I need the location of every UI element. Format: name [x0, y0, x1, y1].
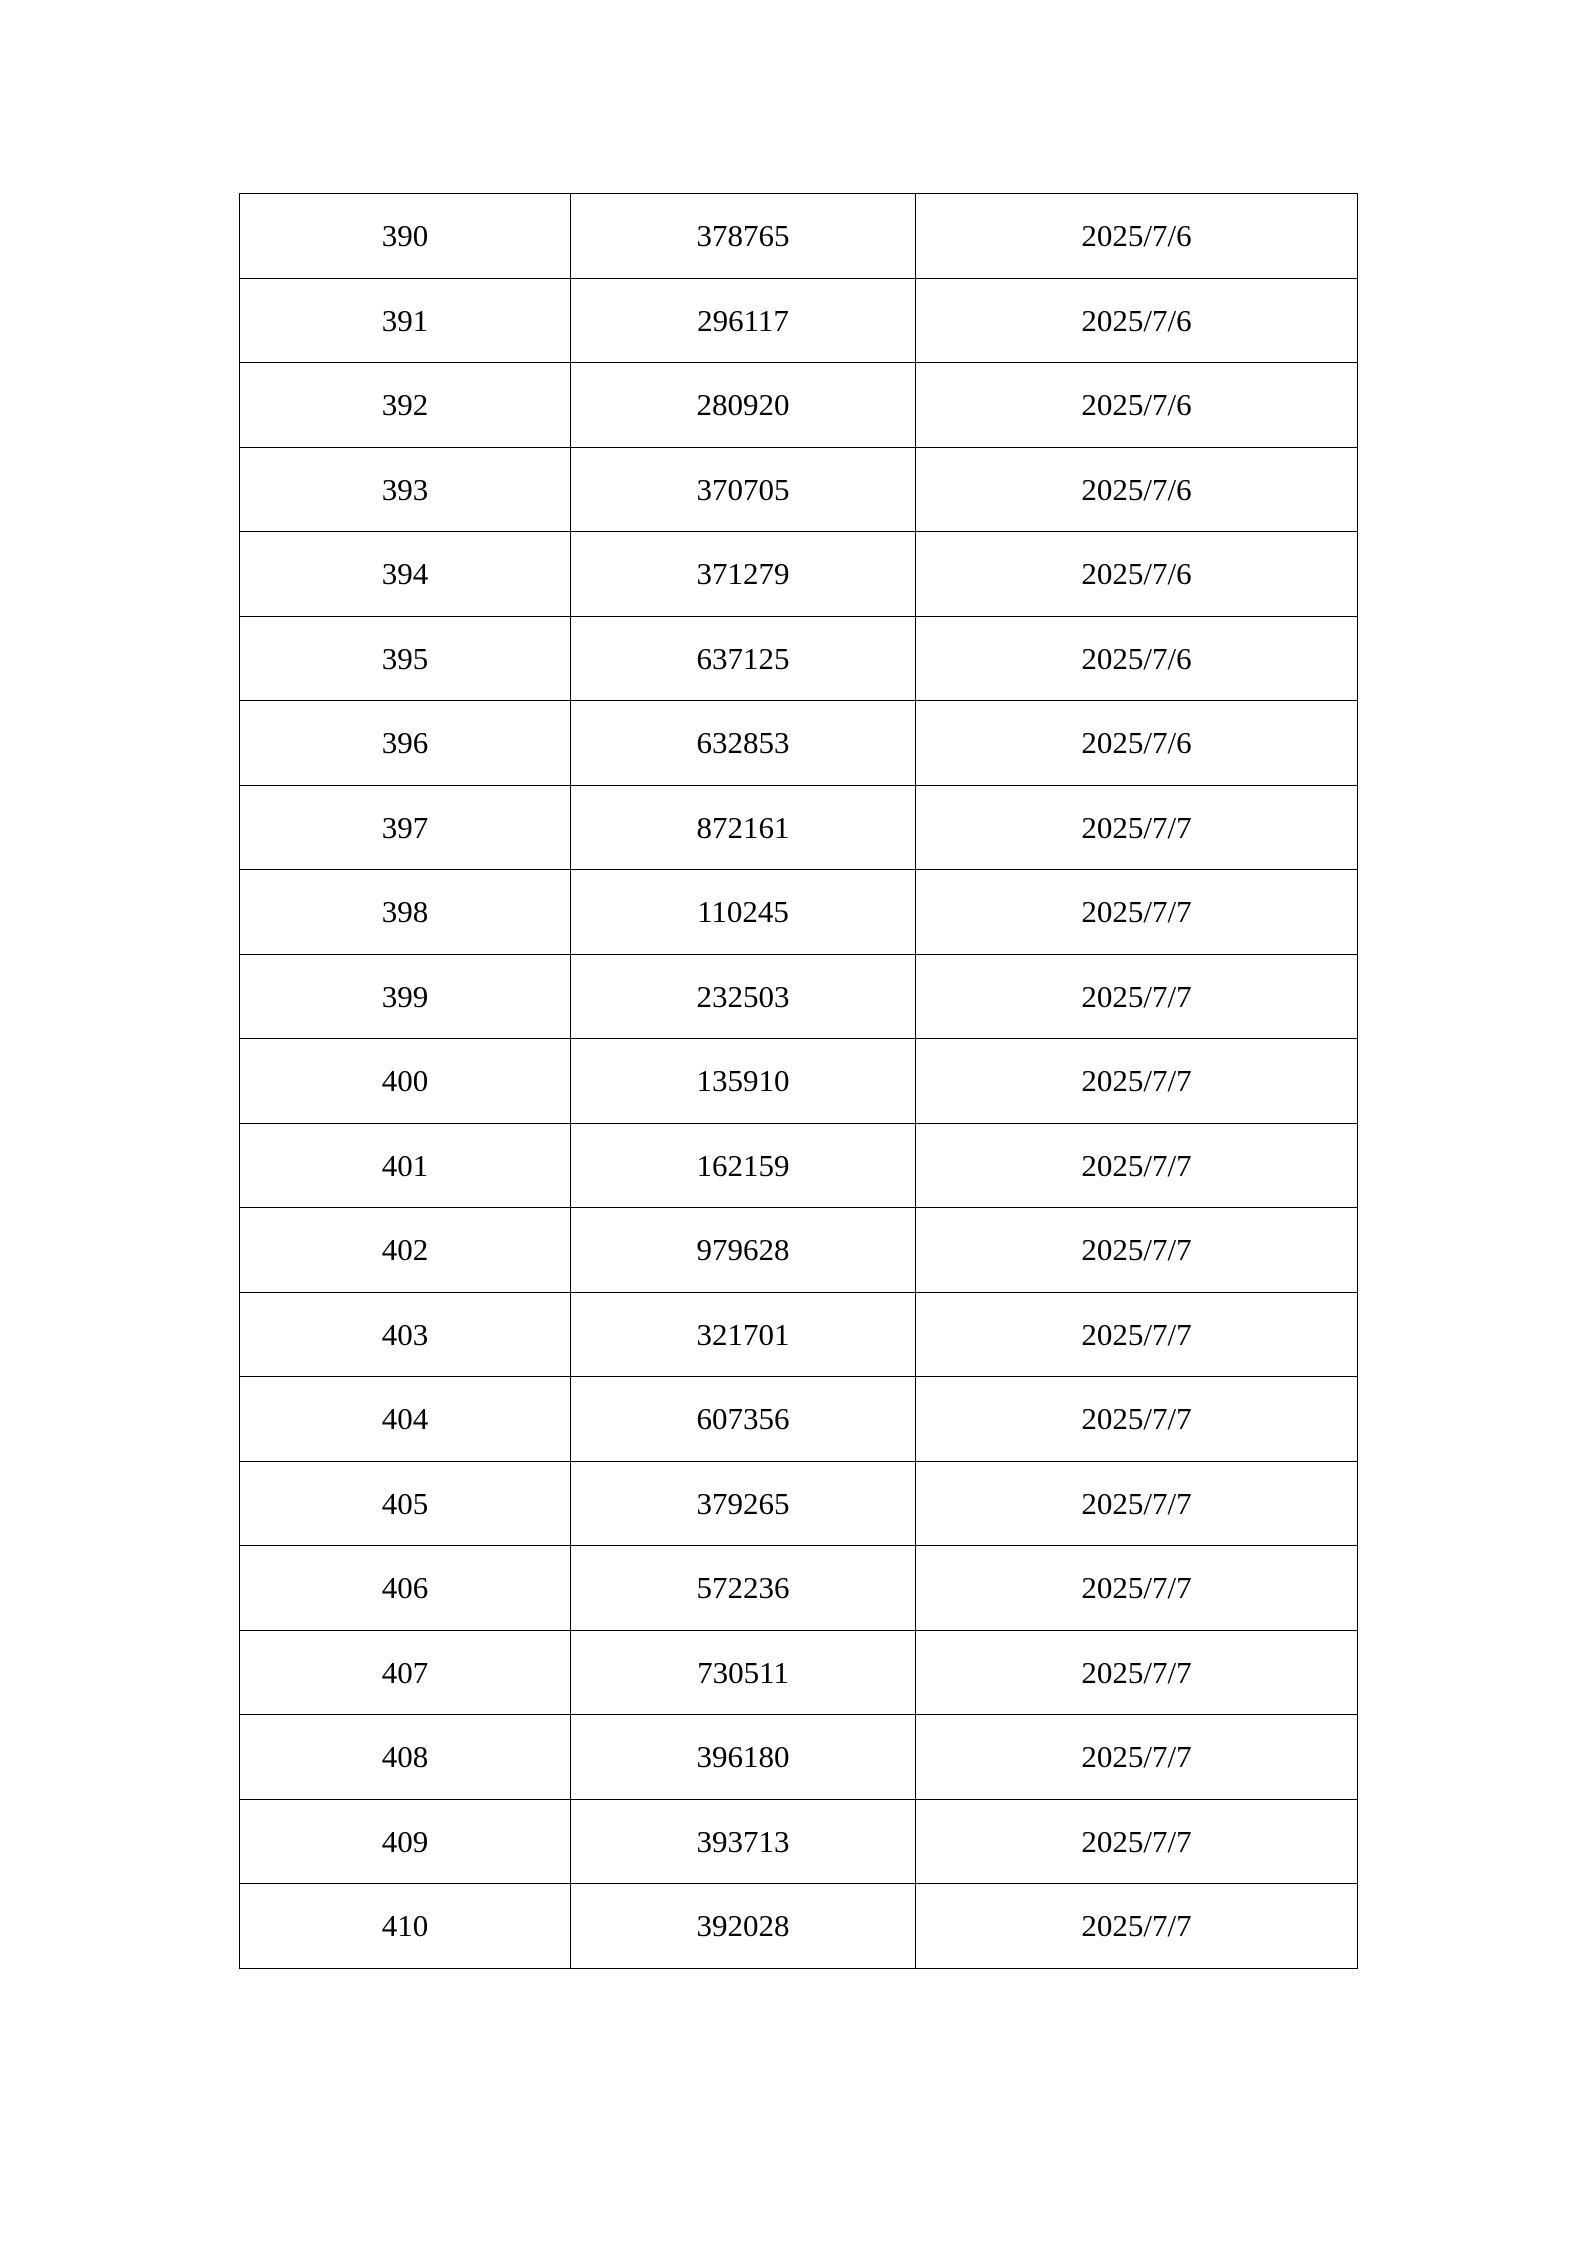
code-cell: 979628	[571, 1208, 916, 1293]
date-cell: 2025/7/7	[916, 870, 1358, 955]
date-cell: 2025/7/6	[916, 532, 1358, 617]
code-cell: 280920	[571, 363, 916, 448]
code-cell: 370705	[571, 447, 916, 532]
code-cell: 110245	[571, 870, 916, 955]
row-number-cell: 394	[240, 532, 571, 617]
table-body	[240, 194, 1358, 1969]
code-cell: 378765	[571, 194, 916, 279]
row-number-cell: 406	[240, 1546, 571, 1631]
table-row	[240, 1799, 1358, 1884]
code-cell: 371279	[571, 532, 916, 617]
code-cell: 637125	[571, 616, 916, 701]
row-number-cell: 395	[240, 616, 571, 701]
table-row	[240, 447, 1358, 532]
code-cell: 872161	[571, 785, 916, 870]
date-cell: 2025/7/7	[916, 1715, 1358, 1800]
row-number-cell: 405	[240, 1461, 571, 1546]
row-number-cell: 401	[240, 1123, 571, 1208]
table-row	[240, 532, 1358, 617]
code-cell: 296117	[571, 278, 916, 363]
date-cell: 2025/7/7	[916, 1799, 1358, 1884]
date-cell: 2025/7/6	[916, 194, 1358, 279]
table-row	[240, 785, 1358, 870]
row-number-cell: 398	[240, 870, 571, 955]
code-cell: 607356	[571, 1377, 916, 1462]
date-cell: 2025/7/7	[916, 785, 1358, 870]
date-cell: 2025/7/7	[916, 1884, 1358, 1969]
table-row	[240, 954, 1358, 1039]
table-row	[240, 1461, 1358, 1546]
code-cell: 572236	[571, 1546, 916, 1631]
date-cell: 2025/7/7	[916, 1039, 1358, 1124]
code-cell: 393713	[571, 1799, 916, 1884]
row-number-cell: 393	[240, 447, 571, 532]
code-cell: 379265	[571, 1461, 916, 1546]
date-cell: 2025/7/7	[916, 954, 1358, 1039]
row-number-cell: 408	[240, 1715, 571, 1800]
code-cell: 392028	[571, 1884, 916, 1969]
row-number-cell: 390	[240, 194, 571, 279]
date-cell: 2025/7/6	[916, 447, 1358, 532]
row-number-cell: 399	[240, 954, 571, 1039]
row-number-cell: 404	[240, 1377, 571, 1462]
table-row	[240, 1377, 1358, 1462]
table-row	[240, 278, 1358, 363]
data-table	[239, 193, 1358, 1969]
row-number-cell: 410	[240, 1884, 571, 1969]
row-number-cell: 407	[240, 1630, 571, 1715]
code-cell: 135910	[571, 1039, 916, 1124]
date-cell: 2025/7/7	[916, 1377, 1358, 1462]
row-number-cell: 402	[240, 1208, 571, 1293]
table-row	[240, 870, 1358, 955]
date-cell: 2025/7/7	[916, 1546, 1358, 1631]
table-row	[240, 1208, 1358, 1293]
table-row	[240, 1039, 1358, 1124]
date-cell: 2025/7/6	[916, 701, 1358, 786]
table-row	[240, 701, 1358, 786]
code-cell: 730511	[571, 1630, 916, 1715]
date-cell: 2025/7/7	[916, 1292, 1358, 1377]
row-number-cell: 397	[240, 785, 571, 870]
row-number-cell: 396	[240, 701, 571, 786]
row-number-cell: 392	[240, 363, 571, 448]
date-cell: 2025/7/7	[916, 1208, 1358, 1293]
table-row	[240, 1123, 1358, 1208]
code-cell: 632853	[571, 701, 916, 786]
table-row	[240, 1715, 1358, 1800]
date-cell: 2025/7/7	[916, 1123, 1358, 1208]
table-row	[240, 363, 1358, 448]
row-number-cell: 403	[240, 1292, 571, 1377]
row-number-cell: 400	[240, 1039, 571, 1124]
table-row	[240, 1292, 1358, 1377]
table-row	[240, 1884, 1358, 1969]
code-cell: 321701	[571, 1292, 916, 1377]
code-cell: 232503	[571, 954, 916, 1039]
date-cell: 2025/7/6	[916, 616, 1358, 701]
table-row	[240, 616, 1358, 701]
table-row	[240, 194, 1358, 279]
row-number-cell: 391	[240, 278, 571, 363]
date-cell: 2025/7/6	[916, 278, 1358, 363]
code-cell: 162159	[571, 1123, 916, 1208]
code-cell: 396180	[571, 1715, 916, 1800]
date-cell: 2025/7/6	[916, 363, 1358, 448]
date-cell: 2025/7/7	[916, 1461, 1358, 1546]
table-row	[240, 1546, 1358, 1631]
table-row	[240, 1630, 1358, 1715]
date-cell: 2025/7/7	[916, 1630, 1358, 1715]
row-number-cell: 409	[240, 1799, 571, 1884]
